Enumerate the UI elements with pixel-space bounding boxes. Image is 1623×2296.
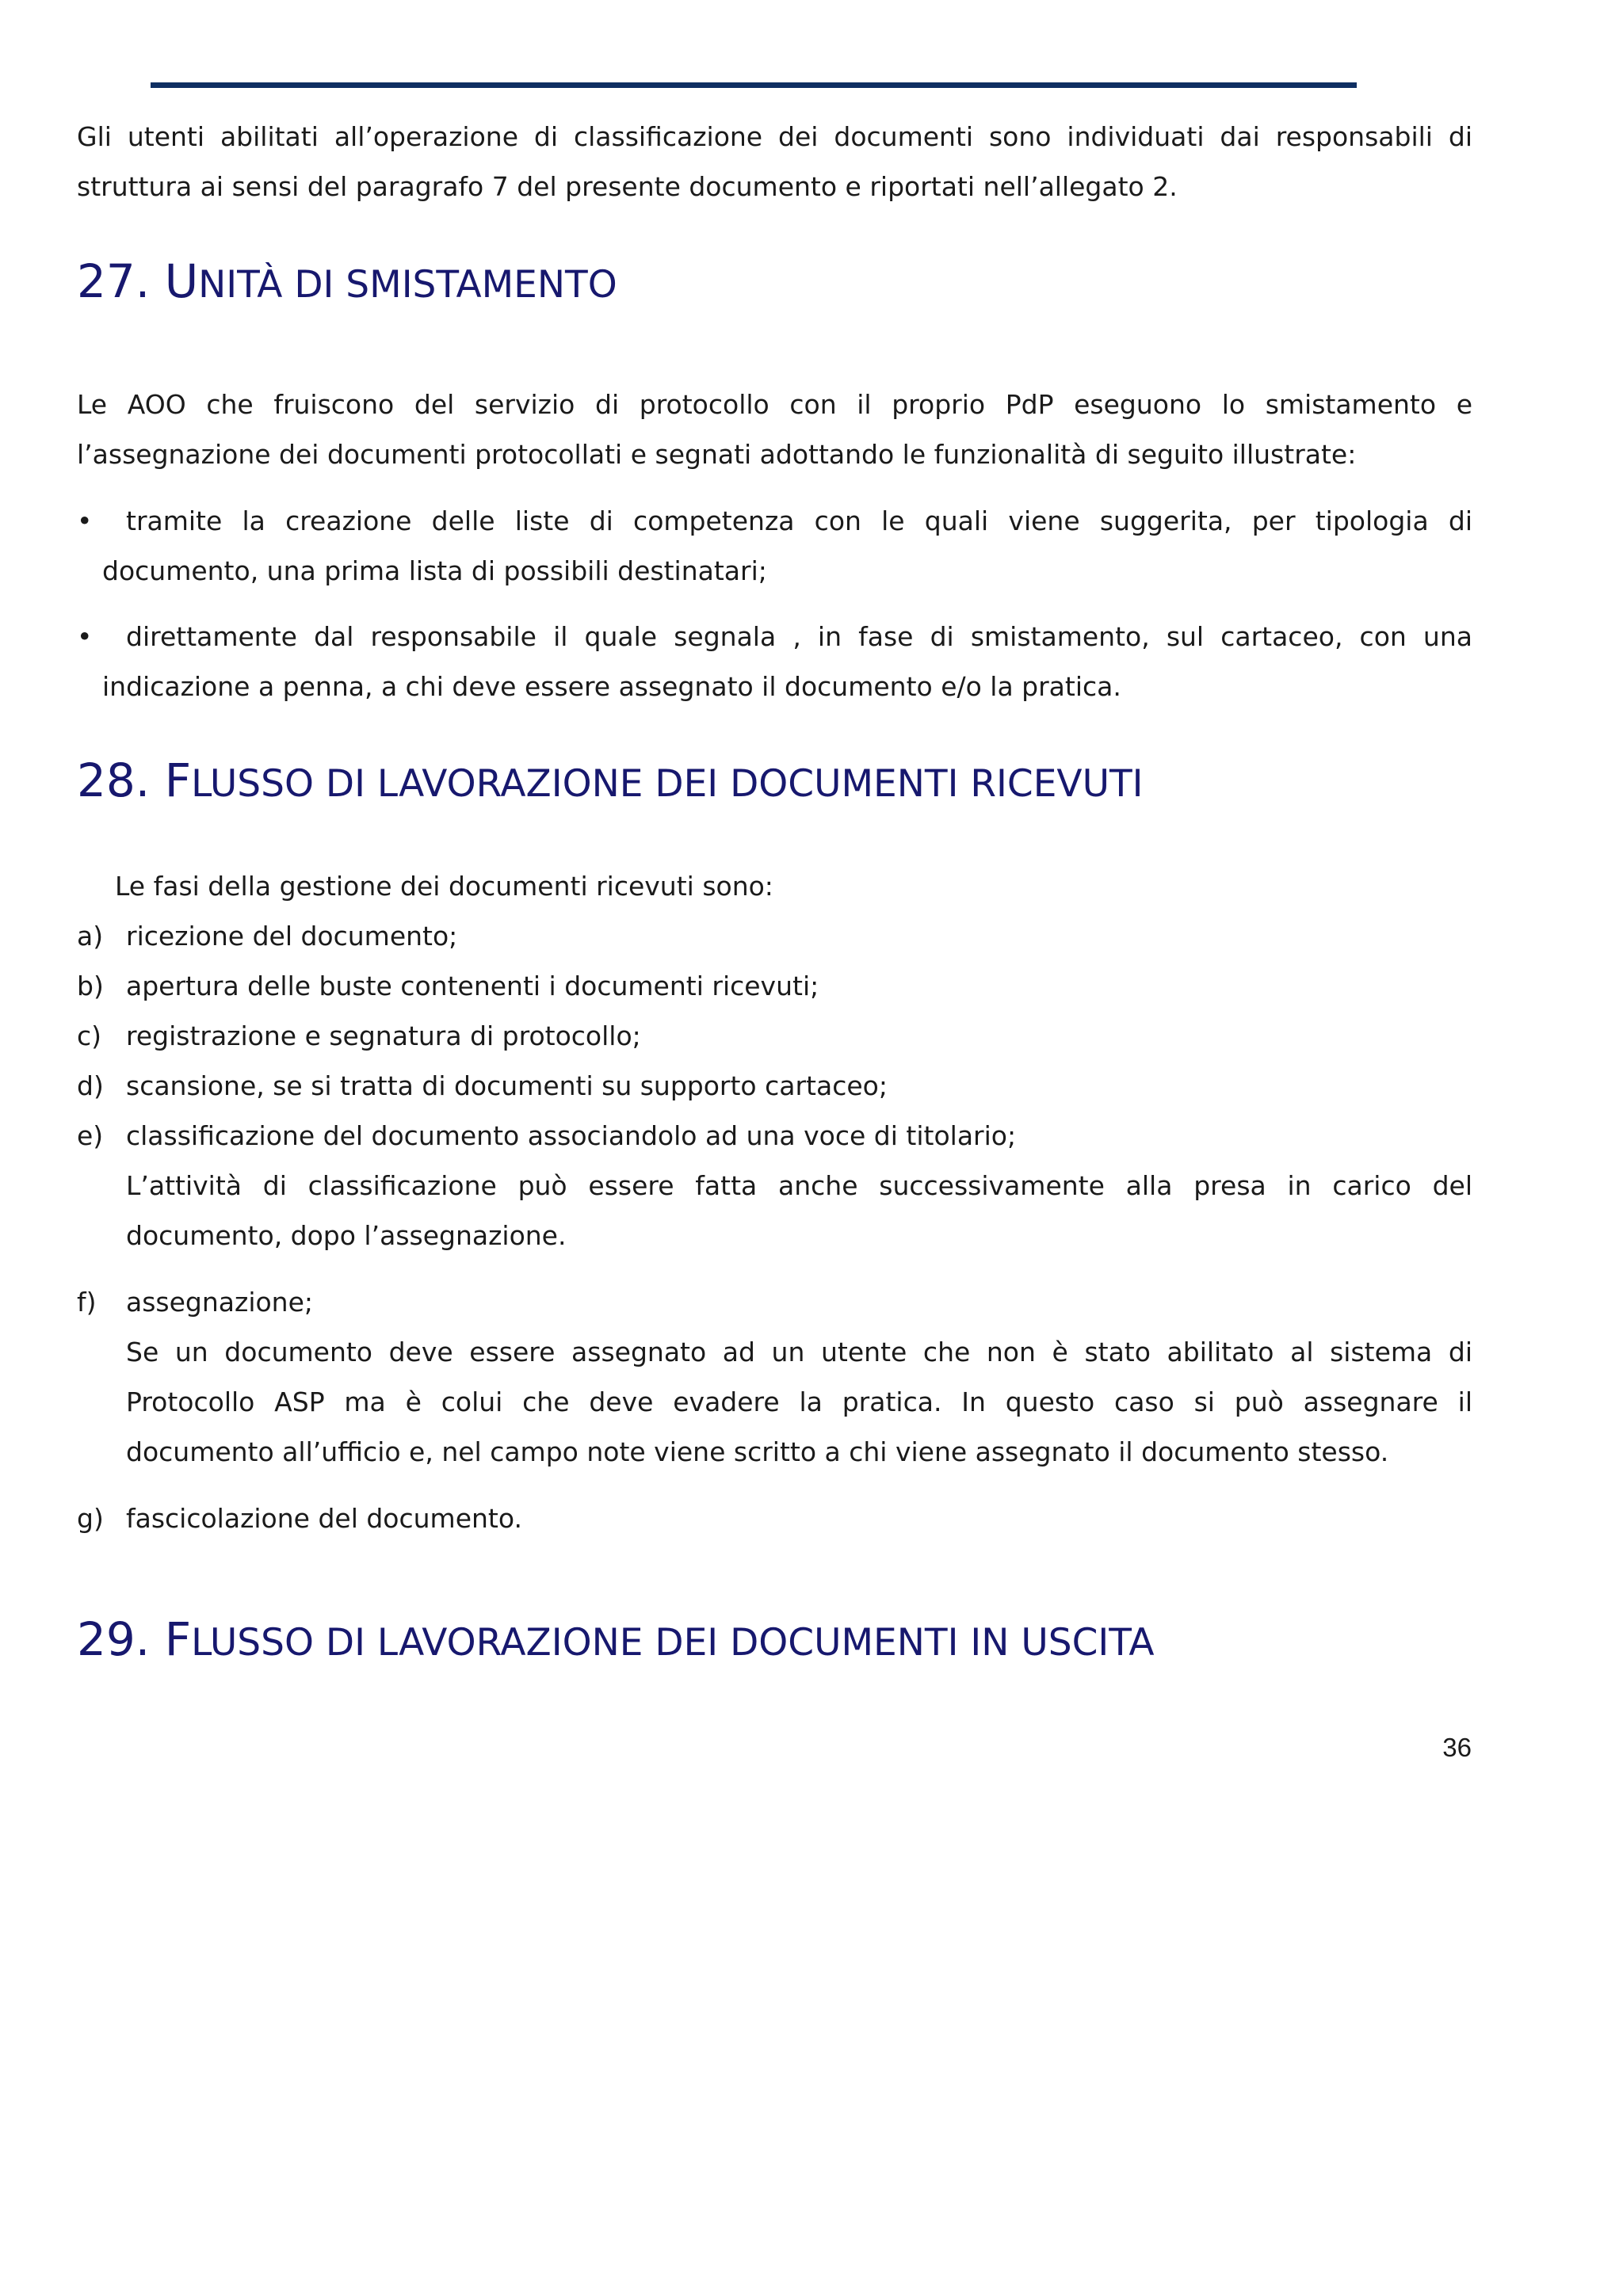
section-28-heading	[77, 753, 1144, 812]
list-item: scansione, se si tratta di documenti su supporto cartaceo;	[126, 1070, 888, 1101]
intro-line-2: struttura ai sensi del paragrafo 7 del presente documento e riportati nell’allegato 2.	[77, 171, 1178, 202]
list-label: b)	[77, 971, 104, 1001]
section-27-title: NITÀ DI SMISTAMENTO	[198, 263, 617, 307]
section-28-initial: F	[164, 753, 192, 807]
section-29-initial: F	[164, 1612, 192, 1666]
item-e-note-line-2: documento, dopo l’assegnazione.	[126, 1220, 567, 1251]
section-27-number: 27.	[77, 254, 151, 308]
list-item: assegnazione;	[126, 1287, 314, 1318]
list-label: c)	[77, 1020, 102, 1051]
list-label: g)	[77, 1503, 104, 1534]
section-28-title: LUSSO DI LAVORAZIONE DEI DOCUMENTI RICEVUTI	[191, 762, 1144, 806]
section-27-para-line-2: l’assegnazione dei documenti protocollati e segnati adottando le funzionalità di seguito illustrate:	[77, 439, 1357, 470]
list-item: fascicolazione del documento.	[126, 1503, 522, 1534]
item-e-note-line-1: L’attività di classificazione può essere fatta anche successivamente alla presa in carico del	[126, 1170, 1472, 1201]
item-f-note-line-2: Protocollo ASP ma è colui che deve evadere la pratica. In questo caso si può assegnare il	[126, 1386, 1472, 1417]
list-item: apertura delle buste contenenti i documenti ricevuti;	[126, 971, 819, 1001]
section-29-title: LUSSO DI LAVORAZIONE DEI DOCUMENTI IN USCITA	[191, 1621, 1155, 1665]
section-27-initial: U	[164, 254, 199, 308]
section-29-heading	[77, 1611, 1154, 1671]
list-item: ricezione del documento;	[126, 921, 458, 952]
item-f-note-line-1: Se un documento deve essere assegnato ad un utente che non è stato abilitato al sistema di	[126, 1337, 1472, 1367]
list-item: classificazione del documento associandolo ad una voce di titolario;	[126, 1120, 1017, 1151]
section-28-intro: Le fasi della gestione dei documenti ricevuti sono:	[115, 871, 773, 902]
list-label: e)	[77, 1120, 104, 1151]
section-28-number: 28.	[77, 753, 151, 807]
section-27-heading	[77, 254, 617, 313]
list-label: d)	[77, 1070, 104, 1101]
intro-line-1: Gli utenti abilitati all’operazione di classificazione dei documenti sono individuati dai responsabili di	[77, 121, 1472, 152]
bullet-1-line-1: tramite la creazione delle liste di competenza con le quali viene suggerita, per tipologia di	[126, 505, 1472, 536]
bullet-icon: •	[77, 621, 93, 652]
bullet-icon: •	[77, 505, 93, 536]
bullet-1-line-2: documento, una prima lista di possibili destinatari;	[102, 555, 767, 586]
list-label: f)	[77, 1287, 97, 1318]
item-f-note-line-3: documento all’ufficio e, nel campo note viene scritto a chi viene assegnato il documento stesso.	[126, 1436, 1389, 1467]
list-item: registrazione e segnatura di protocollo;	[126, 1020, 641, 1051]
header-rule	[151, 82, 1357, 88]
section-29-number: 29.	[77, 1612, 151, 1666]
page-number: 36	[1442, 1733, 1472, 1762]
bullet-2-line-1: direttamente dal responsabile il quale segnala , in fase di smistamento, sul cartaceo, con una	[126, 621, 1472, 652]
list-label: a)	[77, 921, 104, 952]
section-27-para-line-1: Le AOO che fruiscono del servizio di protocollo con il proprio PdP eseguono lo smistamento e	[77, 389, 1472, 420]
bullet-2-line-2: indicazione a penna, a chi deve essere assegnato il documento e/o la pratica.	[102, 671, 1121, 702]
